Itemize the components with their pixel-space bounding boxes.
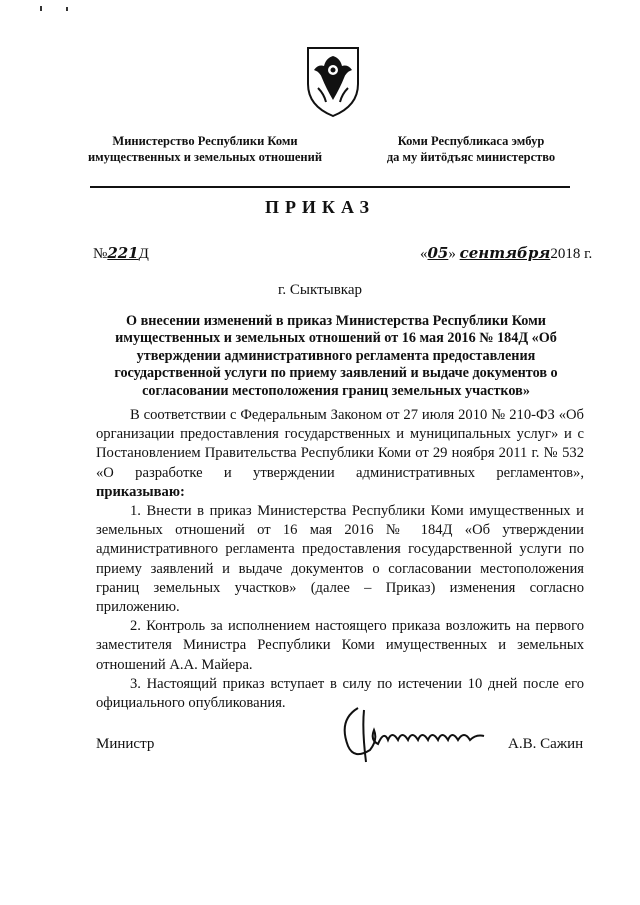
document-title: ПРИКАЗ <box>264 197 376 217</box>
order-number-handwritten: 221 <box>107 244 139 262</box>
scan-speck <box>66 7 68 11</box>
ministry-name-komi-line1: Коми Республикаса эмбур <box>397 134 545 148</box>
order-subject: О внесении изменений в приказ Министерства Республики Коми имущественных и земельных отношений от 16 мая 2016 № 184Д «Об утверждении административного регламента предоставления государственной услуги по приему заявлений и выдаче документов о согласовании местоположения границ земельных участков» <box>114 313 558 399</box>
preamble-paragraph <box>96 406 584 502</box>
handwritten-signature <box>318 700 518 770</box>
order-item-2: 2. Контроль за исполнением настоящего приказа возложить на первого заместителя Министра Республики Коми имущественных и земельных отношений А.А. Майера. <box>96 618 584 673</box>
city-name: г. Сыктывкар <box>277 282 363 298</box>
signer-position: Министр <box>96 736 155 752</box>
ministry-name-komi <box>358 133 584 165</box>
ministry-name-line1: Министерство Республики Коми <box>112 134 298 148</box>
header-divider <box>90 186 570 188</box>
order-number-prefix: № <box>93 246 108 262</box>
scan-speck <box>40 6 42 11</box>
order-body <box>96 406 584 713</box>
order-number <box>93 244 149 263</box>
preamble-text: В соответствии с Федеральным Законом от 27 июля 2010 № 210-ФЗ «Об организации предоставления государственных и муниципальных услуг» и с Постановлением Правительства Республики Коми от 29 ноября 2011 г. № 532 «О разработке и утверждении административных регламентов», <box>96 407 584 481</box>
date-month-handwritten: сентября <box>459 244 551 262</box>
order-number-suffix: Д <box>138 246 149 262</box>
ministry-name-line2: имущественных и земельных отношений <box>87 150 323 164</box>
ministry-name-komi-line2: да му йитӧдъяс министерство <box>386 150 556 164</box>
date-open-quote: « <box>420 246 428 262</box>
coat-of-arms-emblem <box>304 44 362 118</box>
signer-name: А.В. Сажин <box>508 736 584 752</box>
order-item-3: 3. Настоящий приказ вступает в силу по истечении 10 дней после его официального опубликования. <box>96 675 584 712</box>
order-date <box>420 244 592 263</box>
ministry-name-russian <box>70 133 340 165</box>
order-item-1: 1. Внести в приказ Министерства Республики Коми имущественных и земельных отношений от 16 мая 2016 № 184Д «Об утверждении административного регламента предоставления государственной услуги по приему заявлений и выдаче документов о согласовании местоположения границ земельных участков» (далее – Приказ) изменения согласно приложению. <box>96 503 584 616</box>
preamble-decree-word: приказываю: <box>96 483 185 500</box>
date-close-quote: » <box>448 246 456 262</box>
date-day-handwritten: 05 <box>427 244 449 262</box>
date-year: 2018 г. <box>550 246 593 262</box>
